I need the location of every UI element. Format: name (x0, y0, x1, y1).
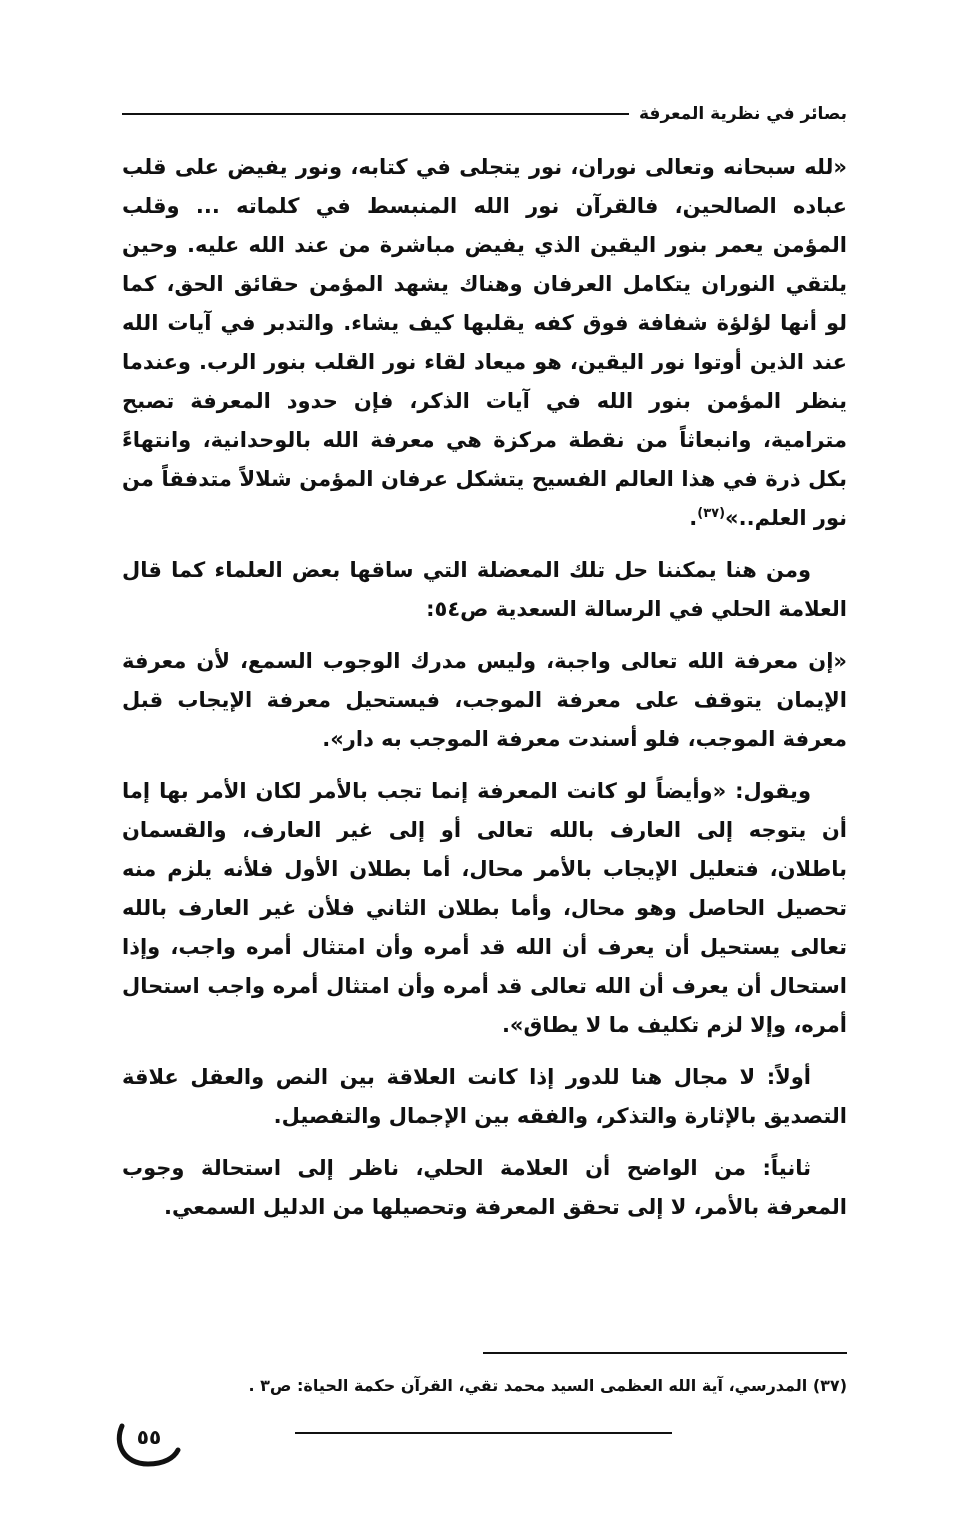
running-head-rule (122, 113, 629, 115)
running-head-title: بصائر في نظرية المعرفة (639, 104, 847, 124)
footnote-reference-trail: . (689, 506, 698, 530)
paragraph-first-point: أولاً: لا مجال هنا للدور إذا كانت العلاقة بين النص والعقل علاقة التصديق بالإثارة والتذكر، والفقه بين الإجمال والتفصيل. (122, 1065, 847, 1128)
page-number: ٥٥ (136, 1425, 162, 1449)
paragraph-allama-second-quote: ويقول: «وأيضاً لو كانت المعرفة إنما تجب بالأمر لكان الأمر بها إما أن يتوجه إلى العارف بالله تعالى أو إلى غير العارف، والقسمان باطلان، فتعليل الإيجاب بالأمر محال، أما بطلان الأول فلأنه يلزم منه تحصيل الحاصل وهو محال، وأما بطلان الثاني فلأن غير العارف بالله تعالى يستحيل أن يعرف أن الله قد أمره وأن امتثال أمره واجب، وإذا استحال أن يعرف أن الله تعالى قد أمره وأن امتثال أمره واجب استحال أمره، وإلا لزم تكليف ما لا يطاق». (122, 779, 847, 1037)
paragraph-allama-intro: ومن هنا يمكننا حل تلك المعضلة التي ساقها بعض العلماء كما قال العلامة الحلي في الرسالة السعدية ص٥٤: (122, 558, 847, 621)
paragraph-second-point: ثانياً: من الواضح أن العلامة الحلي، ناظر إلى استحالة وجوب المعرفة بالأمر، لا إلى تحقق المعرفة وتحصيلها من الدليل السمعي. (122, 1156, 847, 1219)
footnote-37: (٣٧) المدرسي، آية الله العظمى السيد محمد تقي، القرآن حكمة الحياة: ص٣ . (248, 1376, 847, 1395)
running-head (122, 100, 847, 128)
paragraph-text: «لله سبحانه وتعالى نوران، نور يتجلى في كتابه، ونور يفيض على قلب عباده الصالحين، فالقرآن نور الله المنبسط في كلماته ... وقلب المؤمن يعمر بنور اليقين الذي يفيض مباشرة من عند الله عليه. وحين يلتقي النوران يتكامل العرفان وهناك يشهد المؤمن حقائق الحق، كما لو أنها لؤلؤة شفافة فوق كفه يقلبها كيف يشاء. والتدبر في آيات الله عند الذين أوتوا نور اليقين، هو ميعاد لقاء نور القلب بنور الرب. وعندما ينظر المؤمن بنور الله في آيات الذكر، فإن حدود المعرفة تصبح مترامية، وانبعاثاً من نقطة مركزة هي معرفة الله بالوحدانية، وانتهاءً بكل ذرة في هذا العالم الفسيح يتشكل عرفان المؤمن شلالاً متدفقاً من نور العلم..» (122, 155, 847, 530)
paragraph-allama-quote: «إن معرفة الله تعالى واجبة، وليس مدرك الوجوب السمع، لأن معرفة الإيمان يتوقف على معرفة الموجب، فيستحيل معرفة الإيجاب قبل معرفة الموجب، فلو أسندت معرفة الموجب به دار». (122, 649, 847, 751)
paragraph-quote-two-lights (122, 148, 847, 538)
footnote-separator (483, 1352, 847, 1354)
footnote-reference: (٣٧) (697, 506, 726, 521)
bottom-rule (295, 1432, 672, 1434)
body-text (122, 148, 847, 1227)
page-number-ornament (112, 1418, 184, 1472)
